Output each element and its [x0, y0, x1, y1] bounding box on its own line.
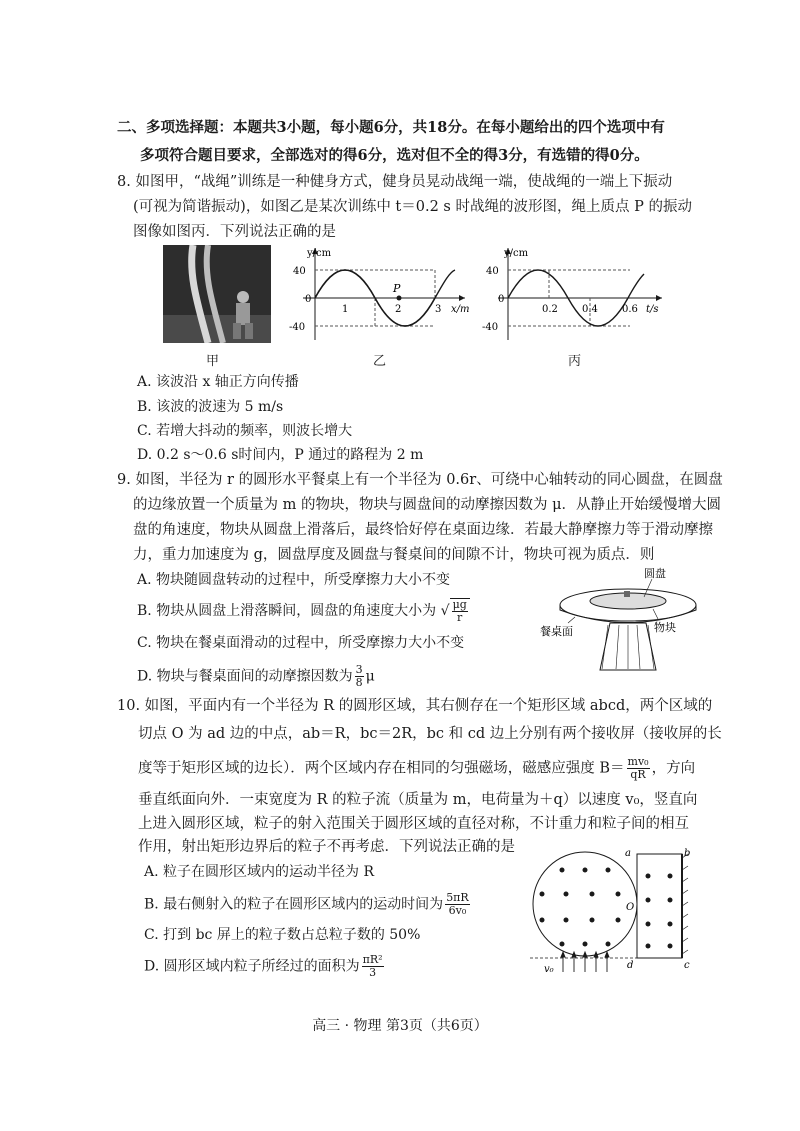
fig-label-bing: 丙 — [568, 354, 582, 369]
q8-option-a: A. 该波沿 x 轴正方向传播 — [137, 374, 299, 390]
q9-stem-line3: 盘的角速度，物块从圆盘上滑落后，最终恰好停在桌面边缘．若最大静摩擦力等于滑动摩擦 — [133, 522, 713, 538]
rect-label-a: a — [625, 848, 631, 859]
graph-b-xtick-1: 1 — [342, 304, 349, 315]
q10-b-num: mv₀ — [627, 755, 649, 768]
rect-label-d: d — [627, 960, 634, 971]
page-footer: 高三 · 物理 第3页（共6页） — [312, 1018, 488, 1034]
table-label-surface: 餐桌面 — [540, 625, 573, 638]
q9-option-b-num: μg — [452, 598, 467, 611]
q9-option-d-den: 8 — [355, 676, 363, 689]
q9-stem-line2: 的边缘放置一个质量为 m 的物块，物块与圆盘间的动摩擦因数为 μ．从静止开始缓慢增大圆 — [133, 497, 721, 513]
q10-option-a: A. 粒子在圆形区域内的运动半径为 R — [144, 864, 375, 880]
section-heading-line1: 二、多项选择题：本题共3小题，每小题6分，共18分。在每小题给出的四个选项中有 — [117, 119, 665, 136]
q9-option-c: C. 物块在餐桌面滑动的过程中，所受摩擦力大小不变 — [137, 635, 465, 651]
fig-label-yi: 乙 — [373, 354, 387, 369]
q9-stem-line4: 力，重力加速度为 g，圆盘厚度及圆盘与餐桌间的间隙不计，物块可视为质点．则 — [133, 547, 655, 563]
graph-b-xlabel: x/m — [451, 304, 470, 315]
q8-stem-line1: 8. 如图甲，“战绳”训练是一种健身方式，健身员晃动战绳一端，使战绳的一端上下振动 — [117, 174, 673, 190]
q9-option-b: B. 物块从圆盘上滑落瞬间，圆盘的角速度大小为 √ $\frac{\mu g}{r}$ — [137, 598, 470, 624]
q10-stem-line1: 10. 如图，平面内有一个半径为 R 的圆形区域，其右侧存在一个矩形区域 abcd，两个区域的 — [117, 698, 713, 714]
vibration-graph-c — [480, 240, 670, 345]
graph-c-xtick-04: 0.4 — [582, 304, 598, 315]
graph-c-xtick-06: 0.6 — [622, 304, 638, 315]
graph-b-ytick-40: 40 — [293, 266, 306, 277]
rect-label-c: c — [684, 960, 690, 971]
velocity-label-v0: v₀ — [544, 964, 554, 974]
q8-option-c: C. 若增大抖动的频率，则波长增大 — [137, 423, 353, 439]
q10-option-b-text: B. 最右侧射入的粒子在圆形区域内的运动时间为 — [144, 896, 444, 913]
q9-option-b-den: r — [457, 611, 463, 624]
graph-c-ytick-0: 0 — [498, 294, 505, 305]
graph-c-ytick-neg40: -40 — [482, 322, 499, 333]
q10-stem-line3-a: 度等于矩形区域的边长）．两个区域内存在相同的匀强磁场，磁感应强度 B＝ — [138, 760, 625, 777]
section-heading-line2: 多项符合题目要求，全部选对的得6分，选对但不全的得3分，有选错的得0分。 — [140, 147, 649, 164]
q10-option-d-text: D. 圆形区域内粒子所经过的面积为 — [144, 958, 360, 975]
q10-option-b-den: 6v₀ — [448, 904, 467, 917]
q8-stem-line2: (可视为简谐振动)，如图乙是某次训练中 t＝0.2 s 时战绳的波形图，绳上质点 P 的振动 — [133, 199, 692, 215]
table-label-block: 物块 — [654, 621, 676, 634]
q10-stem-line4: 垂直纸面向外．一束宽度为 R 的粒子流（质量为 m，电荷量为＋q）以速度 v₀，竖直向 — [138, 792, 698, 808]
q10-option-b — [144, 892, 472, 917]
graph-c-ytick-40: 40 — [486, 266, 499, 277]
battle-rope-photo — [163, 245, 271, 343]
q9-option-d — [137, 664, 375, 689]
table-label-disk: 圆盘 — [644, 567, 666, 580]
q9-stem-line1: 9. 如图，半径为 r 的圆形水平餐桌上有一个半径为 0.6r、可绕中心轴转动的同心圆盘，在圆盘 — [117, 472, 723, 488]
q9-option-d-num: 3 — [355, 663, 363, 676]
q10-option-d-num: πR² — [362, 953, 383, 966]
fig-label-jia: 甲 — [206, 354, 220, 369]
q10-option-d — [144, 954, 386, 979]
q10-stem-line3 — [138, 756, 695, 781]
graph-b-ytick-neg40: -40 — [289, 322, 306, 333]
q9-option-a: A. 物块随圆盘转动的过程中，所受摩擦力大小不变 — [137, 572, 451, 588]
q10-stem-line2: 切点 O 为 ad 边的中点，ab＝R，bc＝2R，bc 和 cd 边上分别有两个接收屏（接收屏的长 — [138, 726, 722, 742]
graph-b-ytick-0: 0 — [305, 294, 312, 305]
rect-label-b: b — [684, 848, 691, 859]
round-table-figure — [540, 565, 700, 680]
q10-option-b-num: 5πR — [446, 891, 469, 904]
q9-option-d-text: D. 物块与餐桌面间的动摩擦因数为 — [137, 668, 353, 685]
graph-b-xtick-3: 3 — [435, 304, 442, 315]
graph-c-ylabel: y/cm — [504, 248, 529, 259]
q8-stem-line3: 图像如图丙．下列说法正确的是 — [133, 224, 336, 240]
wave-graph-b — [285, 240, 475, 345]
magnetic-field-figure — [530, 848, 700, 974]
q10-stem-line3-b: ，方向 — [651, 760, 696, 777]
q10-option-c: C. 打到 bc 屏上的粒子数占总粒子数的 50% — [144, 927, 421, 943]
q9-option-d-tail: μ — [365, 668, 375, 685]
q10-option-d-den: 3 — [369, 966, 377, 979]
graph-b-xtick-2: 2 — [395, 304, 402, 315]
q8-option-b: B. 该波的波速为 5 m/s — [137, 399, 284, 415]
q10-stem-line5: 上进入圆形区域，粒子的射入范围关于圆形区域的直径对称，不计重力和粒子间的相互 — [138, 816, 689, 832]
graph-c-xtick-02: 0.2 — [542, 304, 558, 315]
q10-stem-line6: 作用，射出矩形边界后的粒子不再考虑．下列说法正确的是 — [138, 839, 515, 855]
graph-b-point-p: P — [393, 282, 401, 295]
graph-b-ylabel: y/cm — [307, 248, 332, 259]
graph-c-xlabel: t/s — [646, 304, 659, 315]
q9-option-b-text: B. 物块从圆盘上滑落瞬间，圆盘的角速度大小为 — [137, 603, 437, 619]
tangent-point-o: O — [626, 902, 635, 913]
q10-b-den: qR — [630, 768, 646, 781]
q8-option-d: D. 0.2 s～0.6 s时间内，P 通过的路程为 2 m — [137, 447, 424, 463]
